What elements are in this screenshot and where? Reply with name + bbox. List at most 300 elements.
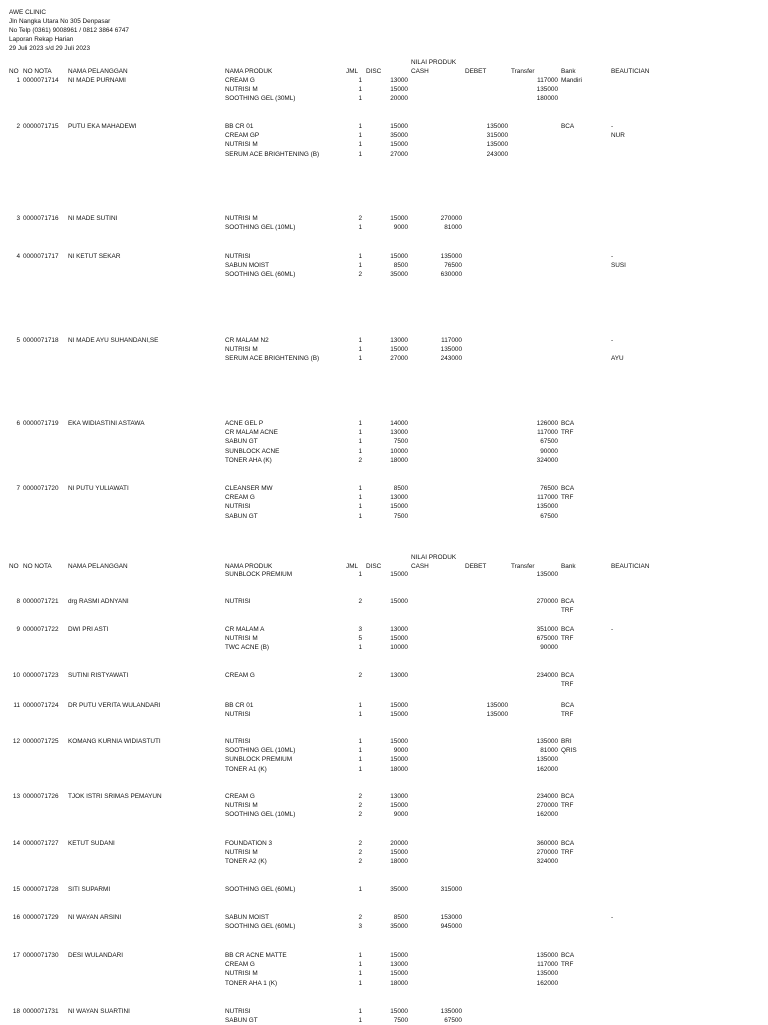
- row-customer-name: DWI PRI ASTI: [68, 626, 109, 633]
- item-price: 20000: [390, 95, 408, 103]
- header-transfer: Transfer: [511, 563, 535, 570]
- item-bank: BCA: [561, 485, 575, 492]
- item-product: TONER AHA (K): [225, 456, 272, 464]
- header-disc: DISC: [366, 68, 382, 75]
- header-no: NO: [9, 68, 19, 75]
- item-transfer: 135000: [536, 738, 558, 745]
- item-transfer: 234000: [536, 793, 558, 800]
- item-product: NUTRISI M: [225, 970, 258, 978]
- item-cash: 945000: [440, 923, 462, 931]
- item-beautician: -: [611, 626, 614, 633]
- row-nota-number: 0000071730: [23, 952, 59, 959]
- row-number: 5: [16, 337, 20, 344]
- item-transfer: 90000: [540, 447, 558, 455]
- row-nota-number: 0000071714: [23, 77, 59, 84]
- item-qty: 2: [358, 914, 362, 921]
- header-qty: JML: [346, 68, 359, 75]
- item-price: 18000: [390, 979, 408, 987]
- item-bank: BCA: [561, 626, 575, 633]
- item-qty: 1: [358, 756, 362, 764]
- item-price: 15000: [390, 952, 408, 959]
- row-nota-number: 0000071717: [23, 253, 59, 260]
- item-product: CREAM G: [225, 793, 255, 800]
- item-beautician: -: [611, 253, 614, 260]
- item-product: BB CR 01: [225, 702, 254, 709]
- item-qty: 1: [358, 429, 362, 437]
- header-nilai-produk: NILAI PRODUK: [411, 59, 457, 66]
- item-transfer: 162000: [536, 979, 558, 987]
- row-customer-name: NI PUTU YULIAWATI: [68, 485, 129, 492]
- item-product: NUTRISI: [225, 503, 251, 511]
- row-nota-number: 0000071721: [23, 598, 59, 605]
- item-qty: 1: [358, 141, 362, 149]
- item-qty: 1: [358, 438, 362, 446]
- item-bank: QRIS: [561, 747, 577, 755]
- item-product: NUTRISI: [225, 738, 251, 745]
- row-nota-number: 0000071718: [23, 337, 59, 344]
- item-qty: 2: [358, 802, 362, 810]
- item-debet: 135000: [486, 711, 508, 719]
- item-debet: 135000: [486, 141, 508, 149]
- item-price: 8500: [393, 262, 408, 270]
- item-qty: 1: [358, 1008, 362, 1015]
- item-cash: 153000: [440, 914, 462, 921]
- item-qty: 2: [358, 456, 362, 464]
- item-price: 27000: [390, 150, 408, 158]
- item-price: 10000: [390, 644, 408, 652]
- row-customer-name: SUTINI RISTYAWATI: [68, 672, 129, 679]
- item-qty: 3: [358, 626, 362, 633]
- item-product: NUTRISI: [225, 711, 251, 719]
- header-bank: Bank: [561, 68, 576, 75]
- row-number: 9: [16, 626, 20, 633]
- item-price: 15000: [390, 970, 408, 978]
- row-nota-number: 0000071726: [23, 793, 59, 800]
- row-nota-number: 0000071729: [23, 914, 59, 921]
- item-product: NUTRISI M: [225, 141, 258, 149]
- item-product: SABUN GT: [225, 438, 258, 446]
- item-product: NUTRISI: [225, 253, 251, 260]
- row-customer-name: PUTU EKA MAHADEWI: [68, 123, 137, 130]
- row-number: 11: [13, 702, 20, 709]
- row-number: 6: [16, 420, 20, 427]
- item-cash: 76500: [444, 262, 462, 270]
- item-qty: 2: [358, 672, 362, 679]
- item-product: CREAM G: [225, 672, 255, 679]
- item-price: 13000: [390, 429, 408, 437]
- item-product: CR MALAM A: [225, 626, 265, 633]
- item-price: 15000: [390, 141, 408, 149]
- item-product: SUNBLOCK ACNE: [225, 447, 280, 455]
- clinic-name: AWE CLINIC: [9, 9, 47, 16]
- item-product: TONER AHA 1 (K): [225, 979, 278, 987]
- item-product: SOOTHING GEL (60ML): [225, 271, 296, 279]
- item-qty: 1: [358, 132, 362, 140]
- row-nota-number: 0000071728: [23, 886, 59, 893]
- clinic-phone: No Telp (0361) 9008961 / 0812 3864 6747: [9, 27, 129, 34]
- item-price: 13000: [390, 626, 408, 633]
- item-beautician: -: [611, 337, 614, 344]
- item-qty: 1: [358, 346, 362, 354]
- item-qty: 1: [358, 747, 362, 755]
- item-price: 13000: [390, 672, 408, 679]
- item-cash: 135000: [440, 253, 462, 260]
- item-qty: 2: [358, 858, 362, 866]
- orphan-product: SUNBLOCK PREMIUM: [225, 571, 293, 578]
- item-price: 15000: [390, 711, 408, 719]
- item-price: 15000: [390, 635, 408, 643]
- item-product: CR MALAM ACNE: [225, 429, 278, 437]
- item-price: 8500: [393, 914, 408, 921]
- item-qty: 1: [358, 123, 362, 130]
- item-product: SERUM ACE BRIGHTENING (B): [225, 150, 320, 158]
- item-price: 18000: [390, 456, 408, 464]
- item-product: NUTRISI: [225, 1008, 251, 1015]
- item-product: CREAM GP: [225, 132, 260, 140]
- item-bank: BCA: [561, 952, 575, 959]
- row-customer-name: EKA WIDIASTINI ASTAWA: [68, 420, 145, 427]
- item-qty: 2: [358, 215, 362, 222]
- item-product: NUTRISI M: [225, 635, 258, 643]
- row-number: 8: [16, 598, 20, 605]
- item-product: TWC ACNE (B): [225, 644, 270, 652]
- row-number: 13: [12, 793, 20, 800]
- item-cash: 243000: [440, 355, 462, 363]
- item-transfer: 76500: [540, 485, 558, 492]
- item-qty: 1: [358, 224, 362, 232]
- item-debet: 135000: [486, 123, 508, 130]
- orphan-price: 15000: [390, 571, 408, 578]
- row-customer-name: NI KETUT SEKAR: [68, 253, 121, 260]
- item-bank: BCA: [561, 123, 575, 130]
- row-number: 10: [12, 672, 20, 679]
- item-qty: 5: [358, 635, 362, 643]
- item-product: SOOTHING GEL (30ML): [225, 95, 296, 103]
- header-customer: NAMA PELANGGAN: [68, 563, 128, 570]
- header-bank: Bank: [561, 563, 576, 570]
- item-product: CREAM G: [225, 77, 255, 84]
- item-product: CLEANSER MW: [225, 485, 273, 492]
- item-qty: 2: [358, 840, 362, 847]
- header-no: NO: [9, 563, 19, 570]
- item-price: 27000: [390, 355, 408, 363]
- item-qty: 1: [358, 738, 362, 745]
- item-product: SABUN GT: [225, 1017, 258, 1025]
- item-price: 15000: [390, 849, 408, 857]
- item-qty: 1: [358, 512, 362, 520]
- item-qty: 2: [358, 793, 362, 800]
- row-nota-number: 0000071725: [23, 738, 59, 745]
- item-transfer: 135000: [536, 952, 558, 959]
- item-qty: 1: [358, 644, 362, 652]
- item-product: NUTRISI M: [225, 346, 258, 354]
- header-disc: DISC: [366, 563, 382, 570]
- item-bank: TRF: [561, 711, 574, 719]
- item-price: 7500: [393, 1017, 408, 1025]
- item-price: 15000: [390, 215, 408, 222]
- row-customer-name: NI WAYAN SUARTINI: [68, 1008, 130, 1015]
- item-transfer: 675000: [536, 635, 558, 643]
- item-beautician: SUSI: [611, 262, 626, 270]
- header-product: NAMA PRODUK: [225, 68, 273, 75]
- header-product: NAMA PRODUK: [225, 563, 273, 570]
- item-transfer: 126000: [536, 420, 558, 427]
- header-cash: CASH: [411, 68, 429, 75]
- item-bank: BCA: [561, 793, 575, 800]
- item-cash: 67500: [444, 1017, 462, 1025]
- item-qty: 1: [358, 961, 362, 969]
- item-qty: 1: [358, 355, 362, 363]
- row-nota-number: 0000071719: [23, 420, 59, 427]
- item-bank: BCA: [561, 420, 575, 427]
- item-qty: 1: [358, 95, 362, 103]
- row-number: 7: [16, 485, 20, 492]
- header-cash: CASH: [411, 563, 429, 570]
- row-number: 16: [12, 914, 20, 921]
- item-qty: 2: [358, 811, 362, 819]
- item-product: SOOTHING GEL (60ML): [225, 923, 296, 931]
- item-price: 7500: [393, 512, 408, 520]
- item-transfer: 324000: [536, 456, 558, 464]
- item-bank: BCA: [561, 598, 575, 605]
- item-qty: 3: [358, 923, 362, 931]
- item-cash: 315000: [440, 886, 462, 893]
- item-price: 13000: [390, 793, 408, 800]
- row-nota-number: 0000071716: [23, 215, 59, 222]
- row-nota-number: 0000071727: [23, 840, 59, 847]
- item-cash: 117000: [441, 337, 462, 344]
- item-bank: BRI: [561, 738, 572, 745]
- item-price: 15000: [390, 802, 408, 810]
- item-product: SUNBLOCK PREMIUM: [225, 756, 293, 764]
- row-number: 3: [16, 215, 20, 222]
- row-customer-name: KOMANG KURNIA WIDIASTUTI: [68, 738, 161, 745]
- header-beautician: BEAUTICIAN: [611, 68, 650, 75]
- clinic-address: Jln Nangka Utara No 305 Denpasar: [9, 18, 111, 25]
- row-customer-name: SITI SUPARMI: [68, 886, 111, 893]
- row-number: 2: [16, 123, 20, 130]
- item-product: CR MALAM N2: [225, 337, 269, 344]
- item-qty: 1: [358, 503, 362, 511]
- item-price: 15000: [390, 756, 408, 764]
- item-qty: 1: [358, 262, 362, 270]
- orphan-qty: 1: [358, 571, 362, 578]
- item-transfer: 270000: [536, 802, 558, 810]
- item-product: SERUM ACE BRIGHTENING (B): [225, 355, 320, 363]
- item-price: 35000: [390, 132, 408, 140]
- item-cash: 630000: [440, 271, 462, 279]
- item-price: 13000: [390, 494, 408, 502]
- item-transfer: 135000: [536, 503, 558, 511]
- item-price: 13000: [390, 961, 408, 969]
- item-bank: BCA: [561, 840, 575, 847]
- item-qty: 1: [358, 253, 362, 260]
- header-transfer: Transfer: [511, 68, 535, 75]
- item-price: 7500: [393, 438, 408, 446]
- item-qty: 1: [358, 447, 362, 455]
- item-qty: 2: [358, 849, 362, 857]
- item-product: SABUN MOIST: [225, 914, 270, 921]
- item-bank: TRF: [561, 681, 574, 689]
- item-product: BB CR ACNE MATTE: [225, 952, 287, 959]
- item-cash: 135000: [440, 346, 462, 354]
- item-transfer: 162000: [536, 811, 558, 819]
- item-price: 15000: [390, 253, 408, 260]
- row-number: 1: [16, 77, 20, 84]
- item-price: 35000: [390, 271, 408, 279]
- item-transfer: 117000: [537, 961, 558, 969]
- item-qty: 1: [358, 979, 362, 987]
- item-qty: 1: [358, 765, 362, 773]
- row-nota-number: 0000071720: [23, 485, 59, 492]
- item-transfer: 135000: [536, 756, 558, 764]
- item-product: SABUN MOIST: [225, 262, 270, 270]
- item-transfer: 117000: [537, 494, 558, 502]
- item-cash: 81000: [444, 224, 462, 232]
- item-product: CREAM G: [225, 961, 255, 969]
- item-price: 15000: [390, 86, 408, 94]
- item-beautician: AYU: [611, 355, 624, 363]
- header-nilai-produk: NILAI PRODUK: [411, 554, 457, 561]
- item-price: 9000: [393, 747, 408, 755]
- row-customer-name: NI MADE SUTINI: [68, 215, 118, 222]
- item-price: 18000: [390, 765, 408, 773]
- item-transfer: 180000: [536, 95, 558, 103]
- item-price: 35000: [390, 923, 408, 931]
- item-qty: 1: [358, 420, 362, 427]
- item-bank: TRF: [561, 429, 574, 437]
- item-transfer: 351000: [536, 626, 558, 633]
- item-qty: 2: [358, 598, 362, 605]
- item-product: ACNE GEL P: [225, 420, 264, 427]
- row-nota-number: 0000071715: [23, 123, 59, 130]
- item-transfer: 117000: [537, 429, 558, 437]
- orphan-transfer: 135000: [536, 571, 558, 578]
- item-product: SOOTHING GEL (10ML): [225, 747, 296, 755]
- item-product: SOOTHING GEL (10ML): [225, 224, 296, 232]
- item-product: NUTRISI M: [225, 849, 258, 857]
- item-bank: TRF: [561, 802, 574, 810]
- item-transfer: 162000: [536, 765, 558, 773]
- row-customer-name: NI MADE PURNAMI: [68, 77, 126, 84]
- item-qty: 1: [358, 886, 362, 893]
- row-number: 14: [12, 840, 20, 847]
- item-product: CREAM G: [225, 494, 255, 502]
- item-transfer: 270000: [536, 849, 558, 857]
- item-price: 15000: [390, 123, 408, 130]
- item-price: 15000: [390, 346, 408, 354]
- item-transfer: 270000: [536, 598, 558, 605]
- item-beautician: NUR: [611, 132, 625, 140]
- item-price: 20000: [390, 840, 408, 847]
- row-number: 18: [12, 1008, 20, 1015]
- item-product: NUTRISI M: [225, 215, 258, 222]
- item-price: 35000: [390, 886, 408, 893]
- item-transfer: 135000: [536, 970, 558, 978]
- item-price: 15000: [390, 702, 408, 709]
- report-period: 29 Juli 2023 s/d 29 Juli 2023: [9, 45, 91, 52]
- item-price: 18000: [390, 858, 408, 866]
- item-bank: Mandiri: [561, 77, 582, 84]
- item-debet: 135000: [486, 702, 508, 709]
- header-debet: DEBET: [465, 563, 487, 570]
- row-customer-name: TJOK ISTRI SRIMAS PEMAYUN: [68, 793, 162, 800]
- row-number: 17: [12, 952, 20, 959]
- item-qty: 1: [358, 485, 362, 492]
- item-transfer: 81000: [540, 747, 558, 755]
- item-beautician: -: [611, 914, 614, 921]
- item-transfer: 67500: [540, 438, 558, 446]
- item-transfer: 67500: [540, 512, 558, 520]
- item-bank: BCA: [561, 672, 575, 679]
- item-transfer: 90000: [540, 644, 558, 652]
- row-nota-number: 0000071722: [23, 626, 59, 633]
- item-product: TONER A2 (K): [225, 858, 267, 866]
- item-price: 10000: [390, 447, 408, 455]
- row-number: 15: [12, 886, 20, 893]
- item-product: SOOTHING GEL (60ML): [225, 886, 296, 893]
- header-qty: JML: [346, 563, 359, 570]
- row-customer-name: DR PUTU VERITA WULANDARI: [68, 702, 161, 709]
- item-price: 15000: [390, 503, 408, 511]
- report-title: Laporan Rekap Harian: [9, 36, 74, 43]
- item-cash: 135000: [440, 1008, 462, 1015]
- item-qty: 1: [358, 150, 362, 158]
- item-product: SOOTHING GEL (10ML): [225, 811, 296, 819]
- item-debet: 243000: [486, 150, 508, 158]
- item-transfer: 135000: [536, 86, 558, 94]
- row-nota-number: 0000071723: [23, 672, 59, 679]
- item-bank: TRF: [561, 494, 574, 502]
- item-transfer: 234000: [536, 672, 558, 679]
- item-price: 13000: [390, 77, 408, 84]
- row-number: 4: [16, 253, 20, 260]
- row-customer-name: KETUT SUDANI: [68, 840, 115, 847]
- item-beautician: -: [611, 123, 614, 130]
- item-price: 9000: [393, 224, 408, 232]
- item-price: 13000: [390, 337, 408, 344]
- item-qty: 1: [358, 952, 362, 959]
- item-product: NUTRISI M: [225, 802, 258, 810]
- item-bank: TRF: [561, 961, 574, 969]
- item-transfer: 360000: [536, 840, 558, 847]
- header-no-nota: NO NOTA: [23, 563, 52, 570]
- item-product: TONER A1 (K): [225, 765, 267, 773]
- row-customer-name: drg RASMI ADNYANI: [68, 598, 129, 605]
- item-price: 14000: [390, 420, 408, 427]
- item-product: BB CR 01: [225, 123, 254, 130]
- item-transfer: 117000: [537, 77, 558, 84]
- row-customer-name: NI WAYAN ARSINI: [68, 914, 122, 921]
- item-qty: 1: [358, 970, 362, 978]
- item-bank: TRF: [561, 635, 574, 643]
- item-product: FOUNDATION 3: [225, 840, 273, 847]
- item-qty: 1: [358, 494, 362, 502]
- row-customer-name: NI MADE AYU SUHANDANI,SE: [68, 337, 159, 344]
- row-number: 12: [12, 738, 20, 745]
- item-qty: 1: [358, 77, 362, 84]
- row-nota-number: 0000071724: [23, 702, 59, 709]
- item-product: SABUN GT: [225, 512, 258, 520]
- header-beautician: BEAUTICIAN: [611, 563, 650, 570]
- item-price: 15000: [390, 738, 408, 745]
- item-product: NUTRISI: [225, 598, 251, 605]
- item-qty: 1: [358, 711, 362, 719]
- item-price: 8500: [393, 485, 408, 492]
- item-price: 15000: [390, 1008, 408, 1015]
- header-debet: DEBET: [465, 68, 487, 75]
- item-product: NUTRISI M: [225, 86, 258, 94]
